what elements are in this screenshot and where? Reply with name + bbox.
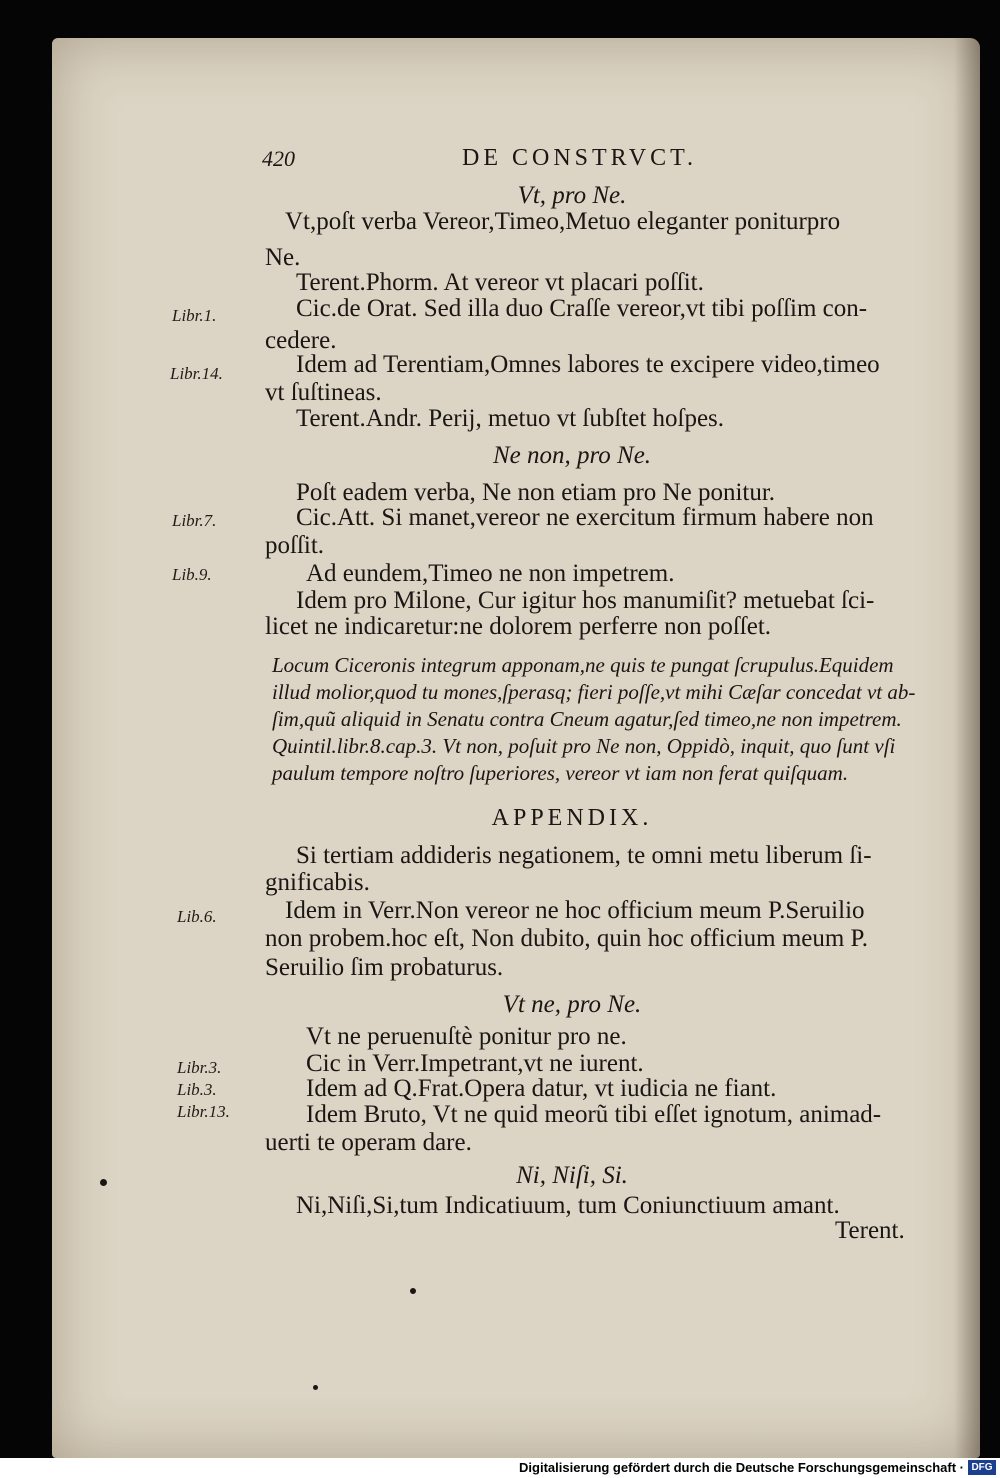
- margin-note: Lib.9.: [172, 565, 212, 584]
- margin-note: Lib.6.: [177, 907, 217, 926]
- text-line: Ad eundem,Timeo ne non impetrem.: [306, 560, 675, 587]
- text-line: cedere.: [265, 327, 337, 354]
- footer-bar: [0, 1458, 1000, 1478]
- text-line: Terent.Andr. Perij, metuo vt ſubſtet hoſpes.: [296, 405, 725, 432]
- margin-note: Libr.1.: [172, 306, 217, 325]
- text-line: Idem Bruto, Vt ne quid meorũ tibi eſſet ignotum, animad-: [306, 1101, 882, 1128]
- note-line: illud molior,quod tu mones,ſperasq; fieri poſſe,vt mihi Cæſar concedat vt ab-: [272, 680, 916, 704]
- page-edge-shadow: [954, 38, 980, 1458]
- heading-vt-pro-ne: Vt, pro Ne.: [517, 182, 627, 209]
- note-line: paulum tempore noſtro ſuperiores, vereor vt iam non ferat quiſquam.: [272, 761, 849, 785]
- text-line: Vt ne peruenuſtè ponitur pro ne.: [306, 1023, 627, 1050]
- note-line: Locum Ciceronis integrum apponam,ne quis te pungat ſcrupulus.Equidem: [272, 653, 894, 677]
- margin-note: Libr.3.: [177, 1058, 222, 1077]
- text-line: uerti te operam dare.: [265, 1129, 472, 1156]
- text-line: gnificabis.: [265, 869, 370, 896]
- text-line: Seruilio ſim probaturus.: [265, 954, 504, 981]
- text-line: Idem ad Terentiam,Omnes labores te excipere video,timeo: [296, 351, 880, 378]
- text-line: vt ſuſtineas.: [265, 379, 382, 406]
- note-line: ſim,quũ aliquid in Senatu contra Cneum agatur,ſed timeo,ne non impetrem.: [272, 707, 902, 731]
- text-line: Cic.de Orat. Sed illa duo Craſſe vereor,vt tibi poſſim con-: [296, 295, 868, 322]
- text-line: Idem pro Milone, Cur igitur hos manumiſit? metuebat ſci-: [296, 587, 875, 614]
- ink-spot: [410, 1288, 416, 1294]
- footer-credit: Digitalisierung gefördert durch die Deutsche Forschungsgemeinschaft ·: [519, 1460, 964, 1475]
- text-line: Idem in Verr.Non vereor ne hoc officium meum P.Seruilio: [285, 897, 865, 924]
- text-line: Cic.Att. Si manet,vereor ne exercitum firmum habere non: [296, 504, 874, 531]
- dfg-logo: DFG: [968, 1460, 996, 1475]
- text-line: Vt,poſt verba Vereor,Timeo,Metuo eleganter poniturpro: [285, 208, 841, 235]
- ink-spot: [313, 1385, 318, 1390]
- catchword: Terent.: [835, 1217, 905, 1244]
- running-title: DE CONSTRVCT.: [462, 145, 697, 171]
- text-line: Poſt eadem verba, Ne non etiam pro Ne ponitur.: [296, 479, 776, 506]
- text-line: Cic in Verr.Impetrant,vt ne iurent.: [306, 1050, 644, 1077]
- margin-note: Libr.14.: [170, 364, 223, 383]
- text-line: Ne.: [265, 244, 301, 271]
- text-line: licet ne indicaretur:ne dolorem perferre non poſſet.: [265, 613, 772, 640]
- margin-note: Lib.3.: [177, 1080, 217, 1099]
- note-line: Quintil.libr.8.cap.3. Vt non, poſuit pro Ne non, Oppidò, inquit, quo ſunt vſi: [272, 734, 896, 758]
- page-number: 420: [262, 146, 295, 171]
- margin-note: Libr.13.: [177, 1102, 230, 1121]
- margin-note: Libr.7.: [172, 511, 217, 530]
- text-line: Si tertiam addideris negationem, te omni metu liberum ſi-: [296, 842, 872, 869]
- text-line: Terent.Phorm. At vereor vt placari poſſit.: [296, 269, 704, 296]
- text-line: Idem ad Q.Frat.Opera datur, vt iudicia ne fiant.: [306, 1075, 777, 1102]
- heading-appendix: APPENDIX.: [491, 805, 653, 831]
- ink-spot: [100, 1179, 107, 1186]
- heading-ni-nisi-si: Ni, Niſi, Si.: [516, 1162, 628, 1189]
- heading-vt-ne-pro-ne: Vt ne, pro Ne.: [502, 991, 642, 1018]
- text-line: poſſit.: [265, 532, 325, 559]
- text-line: Ni,Niſi,Si,tum Indicatiuum, tum Coniunctiuum amant.: [296, 1192, 840, 1219]
- heading-ne-non-pro-ne: Ne non, pro Ne.: [492, 442, 652, 469]
- text-line: non probem.hoc eſt, Non dubito, quin hoc officium meum P.: [265, 925, 868, 952]
